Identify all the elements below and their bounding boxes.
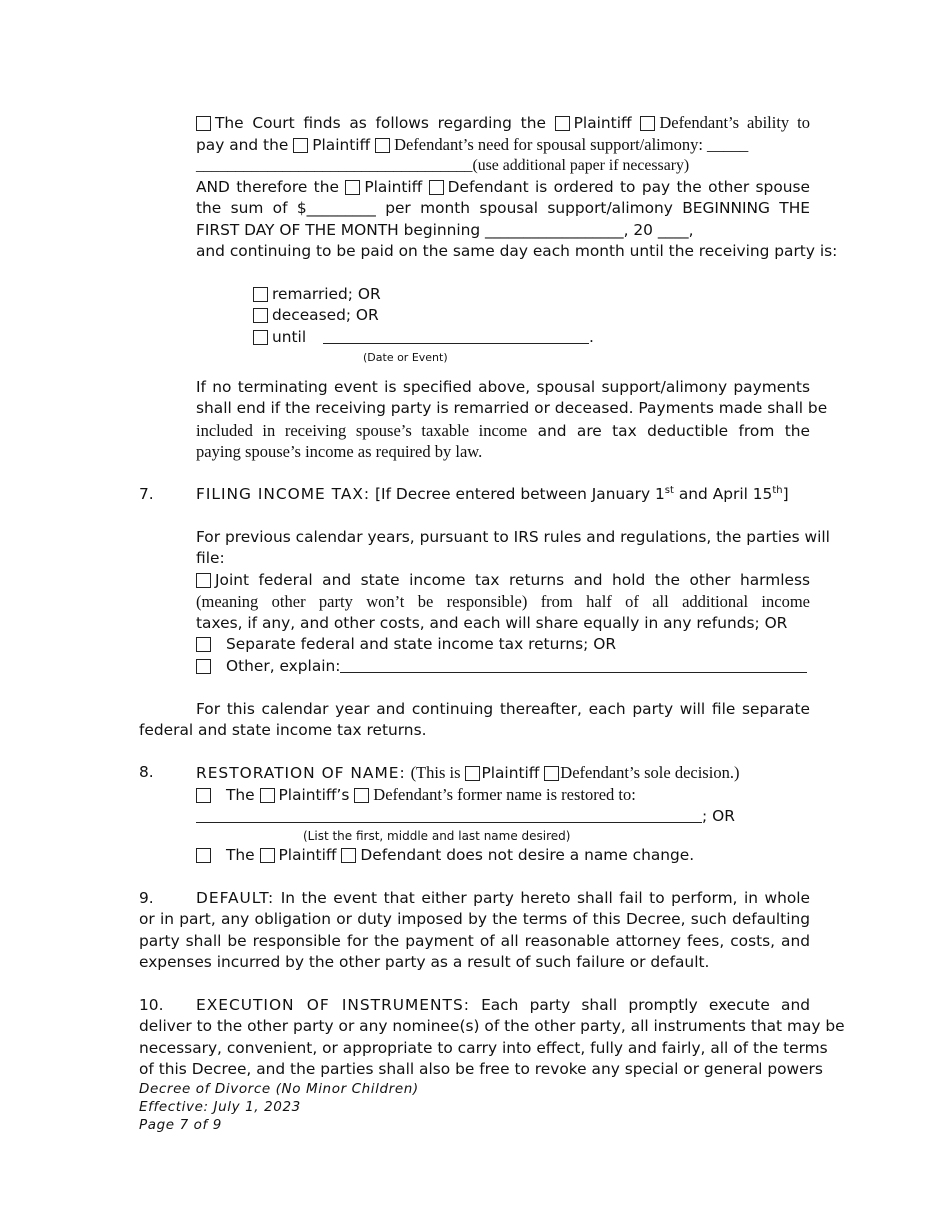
restored-name-line: ; OR [196, 806, 735, 828]
s10-line-2: deliver to the other party or any nominee(s) of the other party, all instruments that may be [139, 1017, 845, 1035]
no-term-line-2: shall end if the receiving party is remarried or deceased. Payments made shall be [196, 399, 828, 417]
until-checkbox[interactable] [253, 330, 268, 345]
no-change-plaintiff-checkbox[interactable] [260, 848, 275, 863]
court-finds-line-6[interactable]: FIRST DAY OF THE MONTH beginning __________________, 20 ____, [196, 221, 694, 239]
joint-line-1: Joint federal and state income tax returns and hold the other harmless [196, 570, 810, 592]
no-term-line-1: If no terminating event is specified above, spousal support/alimony payments [196, 378, 810, 396]
section-9-number: 9. [139, 889, 154, 907]
section-8-number: 8. [139, 763, 154, 781]
joint-line-3: taxes, if any, and other costs, and each will share equally in any refunds; OR [196, 614, 788, 632]
option-deceased: deceased; OR [253, 305, 379, 327]
footer [139, 1080, 419, 1134]
option-separate: Separate federal and state income tax returns; OR [196, 634, 616, 656]
name-restored-line: The Plaintiff’s Defendant’s former name is restored to: [196, 784, 636, 807]
section-8-heading: RESTORATION OF NAME: [196, 764, 406, 782]
no-term-line-4: paying spouse’s income as required by law. [196, 442, 483, 461]
s9-line-1: DEFAULT: In the event that either party hereto shall fail to perform, in whole [196, 889, 810, 907]
section-10-number: 10. [139, 996, 164, 1014]
restored-plaintiff-checkbox[interactable] [260, 788, 275, 803]
court-finds-line-4: AND therefore the Plaintiff Defendant is ordered to pay the other spouse [196, 178, 810, 196]
payer-defendant-checkbox[interactable] [429, 180, 444, 195]
section-9-heading: DEFAULT: [196, 889, 275, 907]
date-caption: (Date or Event) [363, 351, 448, 364]
footer-page: Page 7 of 9 [139, 1117, 222, 1133]
name-caption: (List the first, middle and last name desired) [303, 829, 571, 843]
ability-defendant-checkbox[interactable] [640, 116, 655, 131]
section-10-heading: EXECUTION OF INSTRUMENTS: [196, 996, 470, 1014]
payer-plaintiff-checkbox[interactable] [345, 180, 360, 195]
separate-returns-checkbox[interactable] [196, 637, 211, 652]
court-finds-line-3[interactable]: ___________________________________(use additional paper if necessary) [196, 157, 690, 174]
s10-line-1: EXECUTION OF INSTRUMENTS: Each party shall promptly execute and [196, 996, 810, 1014]
s7-p2-line-2: federal and state income tax returns. [139, 721, 427, 739]
deceased-checkbox[interactable] [253, 308, 268, 323]
until-date-field[interactable] [323, 329, 589, 344]
section-7-number: 7. [139, 485, 154, 503]
footer-effective: Effective: July 1, 2023 [139, 1099, 301, 1115]
option-other: Other, explain: [196, 656, 807, 678]
no-change-defendant-checkbox[interactable] [341, 848, 356, 863]
joint-returns-checkbox[interactable] [196, 573, 211, 588]
section-7-heading: FILING INCOME TAX: [196, 485, 371, 503]
court-finds-line-7: and continuing to be paid on the same day each month until the receiving party is: [196, 242, 838, 260]
joint-line-2: (meaning other party won’t be responsible) from half of all additional income [196, 592, 810, 611]
decision-plaintiff-checkbox[interactable] [465, 766, 480, 781]
court-finds-line-2: pay and the Plaintiff Defendant’s need for spousal support/alimony: _____ [196, 135, 749, 154]
s7-p1-line-1: For previous calendar years, pursuant to IRS rules and regulations, the parties will [196, 528, 830, 546]
need-defendant-checkbox[interactable] [375, 138, 390, 153]
option-until: until . [253, 327, 594, 349]
s7-p2-line-1: For this calendar year and continuing thereafter, each party will file separate [196, 700, 810, 718]
other-explain-field[interactable] [340, 658, 807, 673]
restored-name-field[interactable] [196, 808, 702, 823]
need-plaintiff-checkbox[interactable] [293, 138, 308, 153]
section-7-heading-line: FILING INCOME TAX: [If Decree entered between January 1st and April 15th] [196, 484, 789, 503]
s10-line-3: necessary, convenient, or appropriate to carry into effect, fully and fairly, all of the terms [139, 1039, 828, 1057]
no-name-change-line: The Plaintiff Defendant does not desire a name change. [196, 845, 694, 867]
court-finds-checkbox[interactable] [196, 116, 211, 131]
no-name-change-checkbox[interactable] [196, 848, 211, 863]
name-restored-checkbox[interactable] [196, 788, 211, 803]
court-finds-line-5[interactable]: the sum of $_________ per month spousal support/alimony BEGINNING THE [196, 199, 810, 217]
s10-line-4: of this Decree, and the parties shall also be free to revoke any special or general powers [139, 1060, 823, 1078]
no-term-line-3: included in receiving spouse’s taxable income and are tax deductible from the [196, 421, 810, 440]
s7-p1-line-2: file: [196, 549, 225, 567]
section-8-heading-line: RESTORATION OF NAME: (This is Plaintiff Defendant’s sole decision.) [196, 763, 740, 782]
s9-line-2: or in part, any obligation or duty imposed by the terms of this Decree, such defaulting [139, 910, 810, 928]
footer-title: Decree of Divorce (No Minor Children) [139, 1081, 419, 1097]
restored-defendant-checkbox[interactable] [354, 788, 369, 803]
court-finds-line-1: The Court finds as follows regarding the Plaintiff Defendant’s ability to [196, 112, 810, 135]
s9-line-4: expenses incurred by the other party as a result of such failure or default. [139, 953, 710, 971]
remarried-checkbox[interactable] [253, 287, 268, 302]
option-remarried: remarried; OR [253, 284, 381, 306]
decision-defendant-checkbox[interactable] [544, 766, 559, 781]
s9-line-3: party shall be responsible for the payment of all reasonable attorney fees, costs, and [139, 932, 810, 950]
other-checkbox[interactable] [196, 659, 211, 674]
ability-plaintiff-checkbox[interactable] [555, 116, 570, 131]
